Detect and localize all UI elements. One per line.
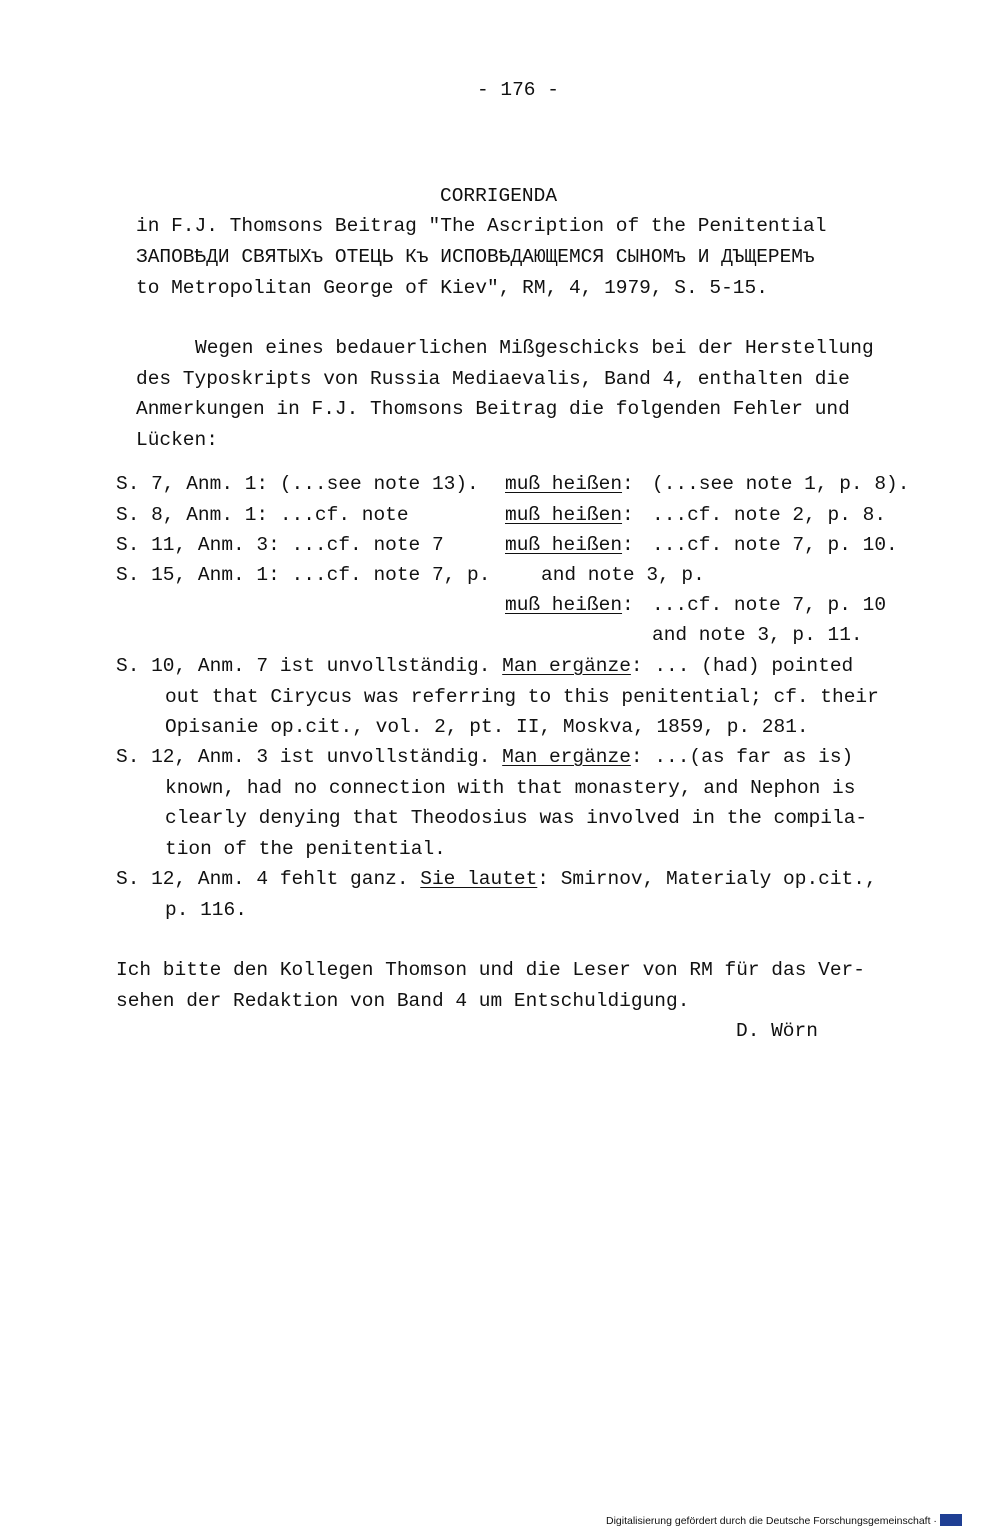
addition-continuation: Opisanie op.cit., vol. 2, pt. II, Moskva, 1859, p. 281. bbox=[165, 716, 809, 738]
addition-continuation: out that Cirycus was referring to this penitential; cf. their bbox=[165, 686, 879, 708]
correction-marker: muß heißen: bbox=[505, 473, 634, 495]
footer-text: Digitalisierung gefördert durch die Deutsche Forschungsgemeinschaft · bbox=[606, 1515, 937, 1527]
paragraph-line: des Typoskripts von Russia Mediaevalis, Band 4, enthalten die bbox=[136, 368, 850, 390]
marker-text: muß heißen bbox=[505, 504, 623, 526]
correction-marker: muß heißen: bbox=[505, 594, 634, 616]
paragraph-line: Lücken: bbox=[136, 429, 218, 451]
marker-text: Man ergänze bbox=[502, 746, 631, 768]
closing-line: sehen der Redaktion von Band 4 um Entschuldigung. bbox=[116, 990, 690, 1012]
addition-continuation: known, had no connection with that monastery, and Nephon is bbox=[165, 777, 856, 799]
marker-text: muß heißen bbox=[505, 534, 623, 556]
title: CORRIGENDA bbox=[440, 185, 558, 207]
intro-line: ЗАПОВѢДИ СВЯТЫХъ ОТЕЦЬ Къ ИСПОВѢДАЮЩЕМСЯ СЫНОМъ И ДЪЩЕРЕМъ bbox=[136, 246, 815, 268]
addition-text: ...(as far as is) bbox=[654, 746, 854, 768]
addition-first-line: S. 10, Anm. 7 ist unvollständig. Man ergänze: ... (had) pointed bbox=[116, 655, 854, 677]
correction-fix: ...cf. note 7, p. 10. bbox=[652, 534, 898, 556]
dfg-logo bbox=[940, 1514, 962, 1526]
correction-marker: muß heißen: bbox=[505, 504, 634, 526]
addition-first-line: S. 12, Anm. 4 fehlt ganz. Sie lautet: Smirnov, Materialy op.cit., bbox=[116, 868, 877, 890]
correction-ref: S. 11, Anm. 3: ...cf. note 7 bbox=[116, 534, 444, 556]
page-number: - 176 - bbox=[477, 79, 559, 101]
closing-line: Ich bitte den Kollegen Thomson und die Leser von RM für das Ver- bbox=[116, 959, 865, 981]
addition-continuation: tion of the penitential. bbox=[165, 838, 446, 860]
addition-lead: S. 10, Anm. 7 ist unvollständig. bbox=[116, 655, 491, 677]
footer bbox=[606, 1514, 962, 1527]
addition-first-line: S. 12, Anm. 3 ist unvollständig. Man ergänze: ...(as far as is) bbox=[116, 746, 854, 768]
marker-text: muß heißen bbox=[505, 473, 623, 495]
signature: D. Wörn bbox=[736, 1020, 818, 1042]
correction-fix: ...cf. note 2, p. 8. bbox=[652, 504, 887, 526]
addition-continuation: clearly denying that Theodosius was involved in the compila- bbox=[165, 807, 868, 829]
intro-line: in F.J. Thomsons Beitrag "The Ascription of the Penitential bbox=[136, 215, 827, 237]
correction-ref-tail: and note 3, p. bbox=[541, 564, 705, 586]
correction-ref: S. 7, Anm. 1: (...see note 13). bbox=[116, 473, 479, 495]
intro-line: to Metropolitan George of Kiev", RM, 4, 1979, S. 5-15. bbox=[136, 277, 768, 299]
correction-fix-continuation: and note 3, p. 11. bbox=[652, 624, 863, 646]
addition-lead: S. 12, Anm. 4 fehlt ganz. bbox=[116, 868, 409, 890]
addition-continuation: p. 116. bbox=[165, 899, 247, 921]
paragraph-line: Wegen eines bedauerlichen Mißgeschicks bei der Herstellung bbox=[195, 337, 874, 359]
marker-text: Sie lautet bbox=[420, 868, 538, 890]
correction-ref: S. 8, Anm. 1: ...cf. note bbox=[116, 504, 409, 526]
marker-text: Man ergänze bbox=[502, 655, 631, 677]
addition-text: ... (had) pointed bbox=[654, 655, 854, 677]
correction-marker: muß heißen: bbox=[505, 534, 634, 556]
paragraph-line: Anmerkungen in F.J. Thomsons Beitrag die folgenden Fehler und bbox=[136, 398, 850, 420]
addition-text: Smirnov, Materialy op.cit., bbox=[560, 868, 877, 890]
correction-ref: S. 15, Anm. 1: ...cf. note 7, p. bbox=[116, 564, 491, 586]
correction-fix: (...see note 1, p. 8). bbox=[652, 473, 910, 495]
correction-fix: ...cf. note 7, p. 10 bbox=[652, 594, 887, 616]
marker-text: muß heißen bbox=[505, 594, 623, 616]
addition-lead: S. 12, Anm. 3 ist unvollständig. bbox=[116, 746, 491, 768]
